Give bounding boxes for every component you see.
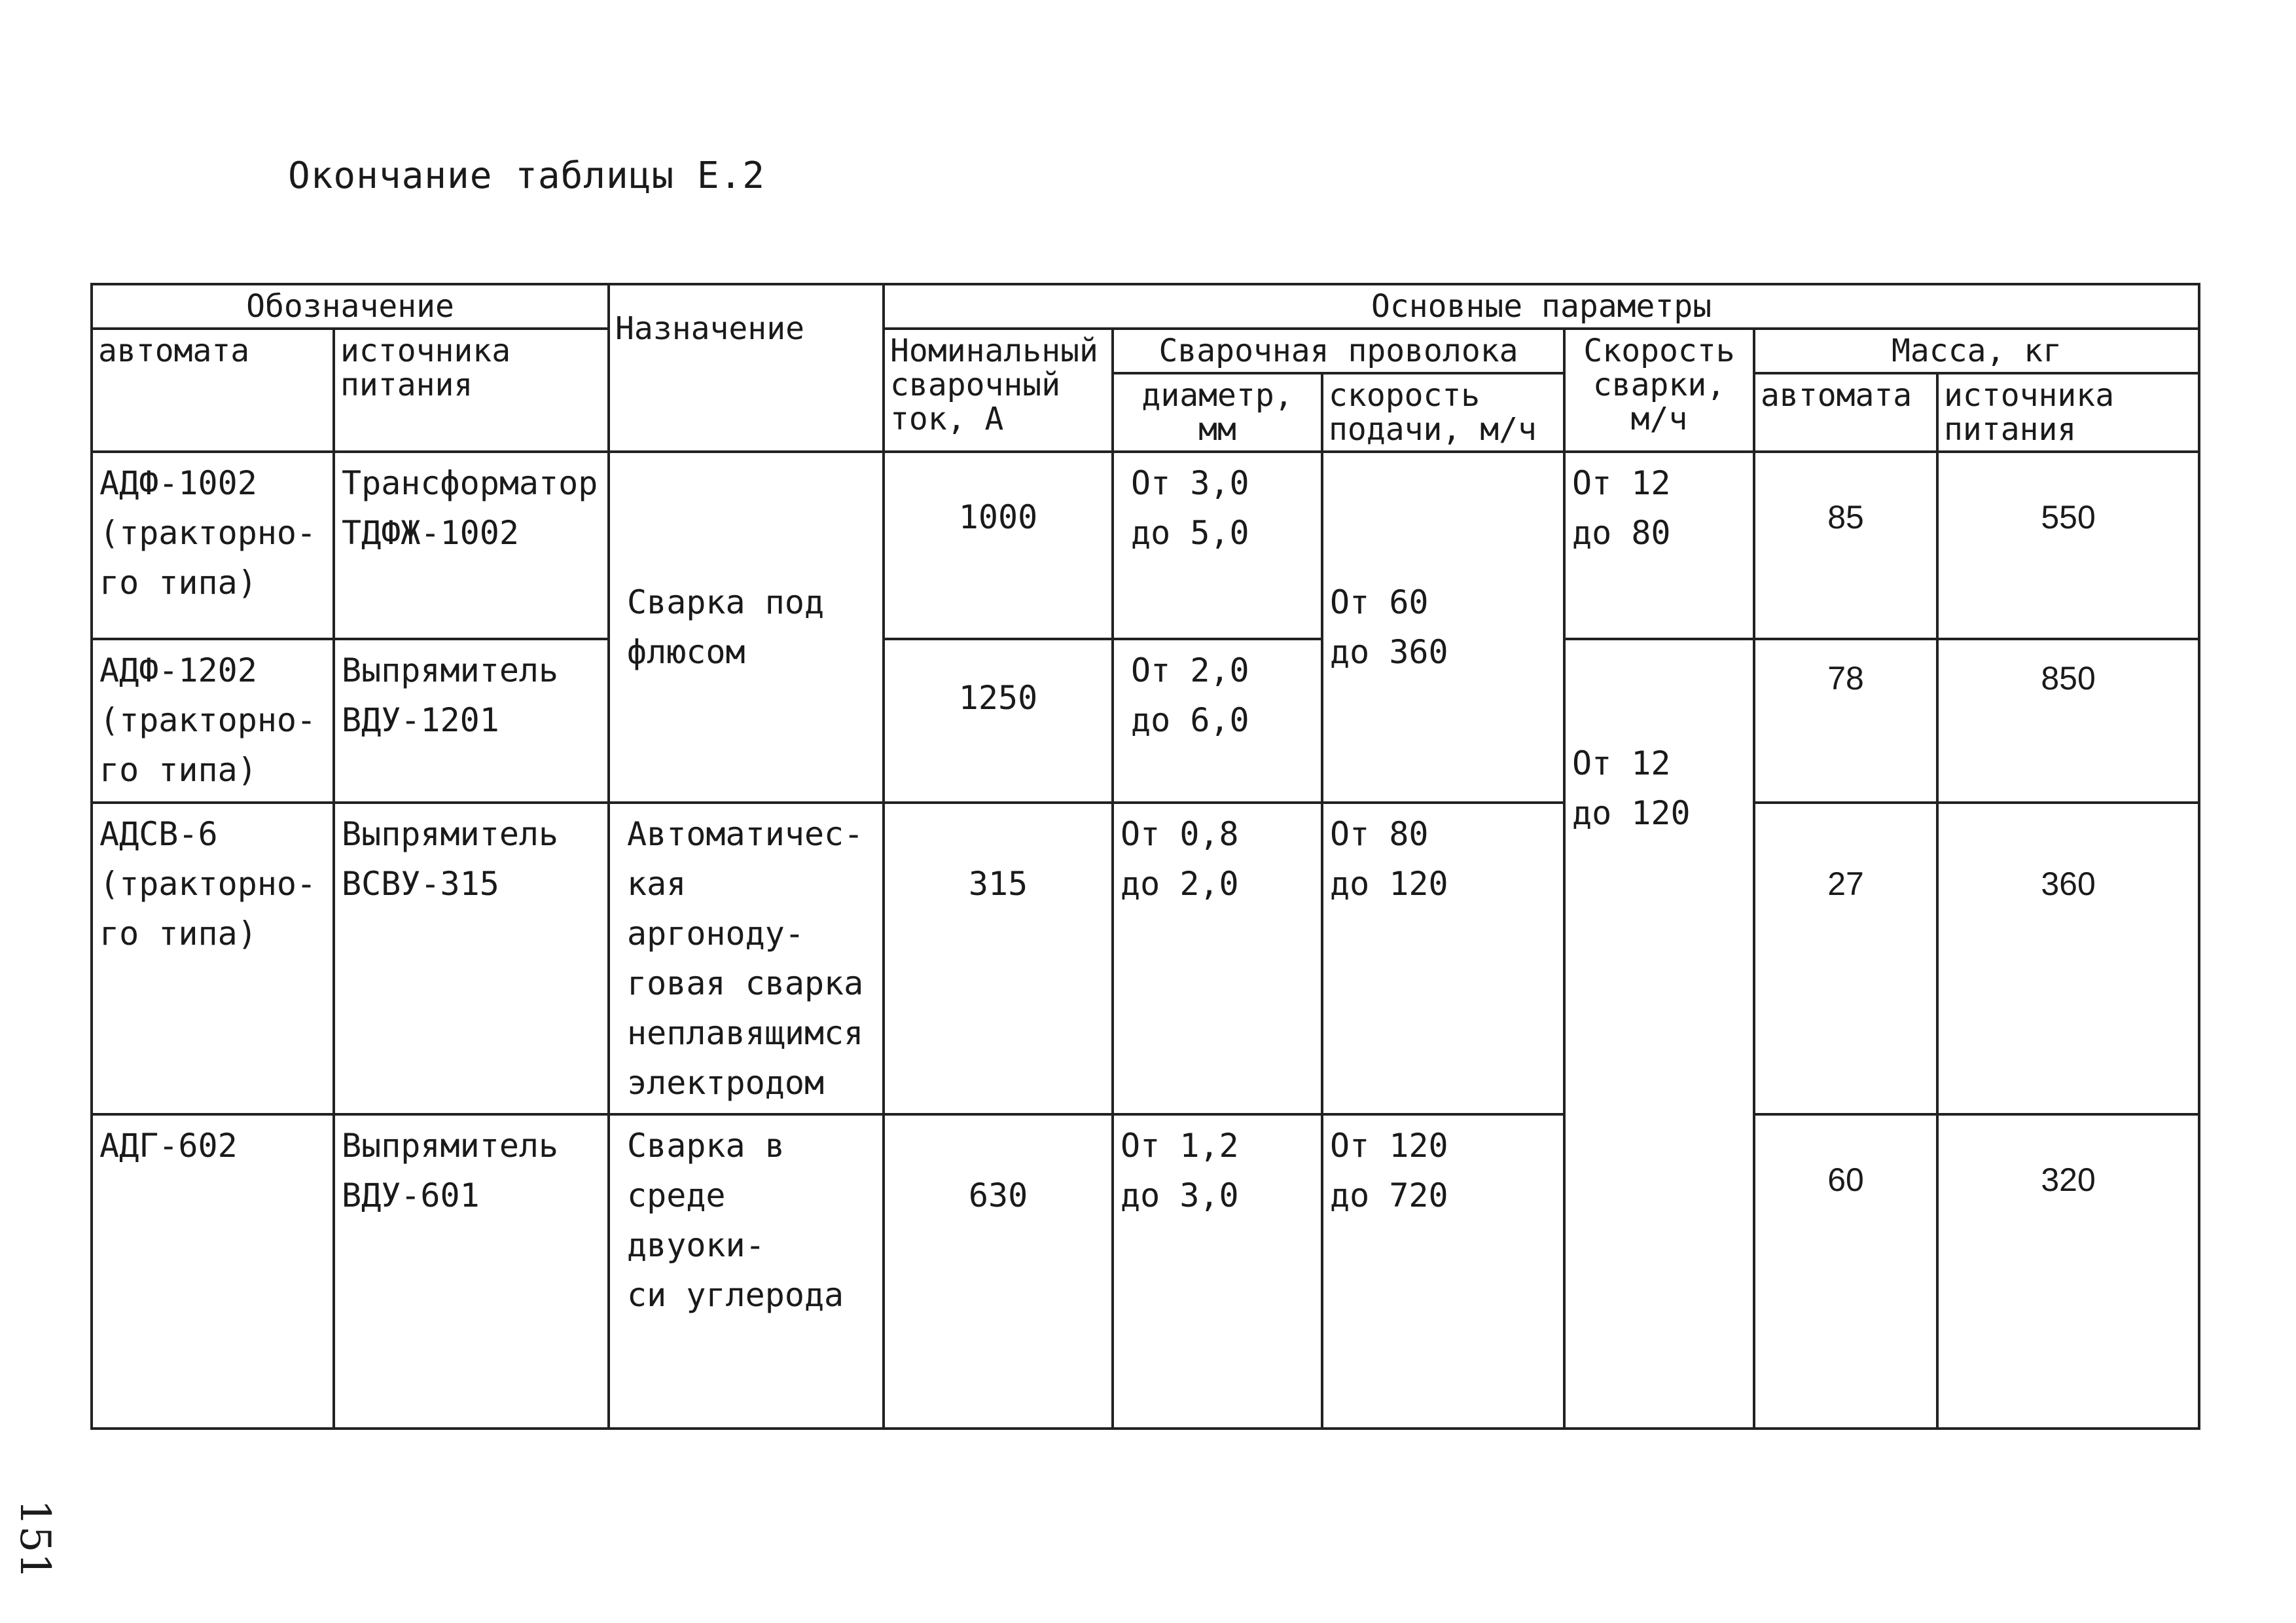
cell-tok: 1250 <box>884 639 1113 803</box>
cell-skorost-podachi: От 80 до 120 <box>1322 803 1564 1114</box>
header-massa-avtomata: автомата <box>1754 373 1937 452</box>
cell-diametr: От 1,2 до 3,0 <box>1113 1114 1322 1429</box>
cell-istochnik: Трансформатор ТДФЖ-1002 <box>334 452 609 639</box>
table-row <box>92 452 2199 639</box>
table-caption: Окончание таблицы Е.2 <box>288 155 766 197</box>
header-istochnika-pitaniya: источника питания <box>334 329 609 452</box>
cell-istochnik: Выпрямитель ВДУ-601 <box>334 1114 609 1429</box>
header-oboznachenie: Обозначение <box>92 284 609 329</box>
header-skorost-svarki: Скорость сварки, м/ч <box>1564 329 1754 452</box>
cell-istochnik: Выпрямитель ВСВУ-315 <box>334 803 609 1114</box>
header-row-1 <box>92 284 2199 329</box>
cell-massa-avtomata: 60 <box>1754 1114 1937 1429</box>
header-nominalnyi-tok: Номинальный сварочный ток, А <box>884 329 1113 452</box>
cell-avtomat: АДСВ-6 (тракторно- го типа) <box>92 803 334 1114</box>
cell-skorost-svarki-merged: От 12 до 120 <box>1564 639 1754 1429</box>
cell-diametr: От 3,0 до 5,0 <box>1113 452 1322 639</box>
cell-avtomat: АДФ-1202 (тракторно- го типа) <box>92 639 334 803</box>
page-number: 151 <box>10 1499 59 1580</box>
specification-table <box>90 283 2200 1430</box>
cell-naznachenie-merged: Сварка под флюсом <box>609 452 884 803</box>
cell-tok: 1000 <box>884 452 1113 639</box>
cell-massa-istochnika: 850 <box>1937 639 2199 803</box>
cell-skorost-svarki: От 12 до 80 <box>1564 452 1754 639</box>
cell-skorost-podachi: От 120 до 720 <box>1322 1114 1564 1429</box>
cell-diametr: От 0,8 до 2,0 <box>1113 803 1322 1114</box>
cell-skorost-podachi-merged: От 60 до 360 <box>1322 452 1564 803</box>
header-osnovnye-parametry: Основные параметры <box>884 284 2199 329</box>
header-row-2 <box>92 329 2199 373</box>
cell-istochnik: Выпрямитель ВДУ-1201 <box>334 639 609 803</box>
cell-avtomat: АДГ-602 <box>92 1114 334 1429</box>
header-avtomata: автомата <box>92 329 334 452</box>
cell-tok: 630 <box>884 1114 1113 1429</box>
cell-tok: 315 <box>884 803 1113 1114</box>
cell-massa-istochnika: 550 <box>1937 452 2199 639</box>
cell-avtomat: АДФ-1002 (тракторно- го типа) <box>92 452 334 639</box>
header-massa-istochnika: источника питания <box>1937 373 2199 452</box>
cell-naznachenie: Сварка в среде двуоки- си углерода <box>609 1114 884 1429</box>
cell-massa-avtomata: 78 <box>1754 639 1937 803</box>
header-massa: Масса, кг <box>1754 329 2199 373</box>
header-svarochnaya-provoloka: Сварочная проволока <box>1113 329 1564 373</box>
cell-diametr: От 2,0 до 6,0 <box>1113 639 1322 803</box>
header-diametr: диаметр, мм <box>1113 373 1322 452</box>
cell-massa-istochnika: 360 <box>1937 803 2199 1114</box>
header-skorost-podachi: скорость подачи, м/ч <box>1322 373 1564 452</box>
table-row <box>92 639 2199 803</box>
cell-massa-istochnika: 320 <box>1937 1114 2199 1429</box>
cell-naznachenie: Автоматичес- кая аргоноду- говая сварка неплавящимся электродом <box>609 803 884 1114</box>
table-row <box>92 803 2199 1114</box>
table-row <box>92 1114 2199 1429</box>
cell-massa-avtomata: 85 <box>1754 452 1937 639</box>
cell-massa-avtomata: 27 <box>1754 803 1937 1114</box>
header-naznachenie: Назначение <box>609 284 884 452</box>
